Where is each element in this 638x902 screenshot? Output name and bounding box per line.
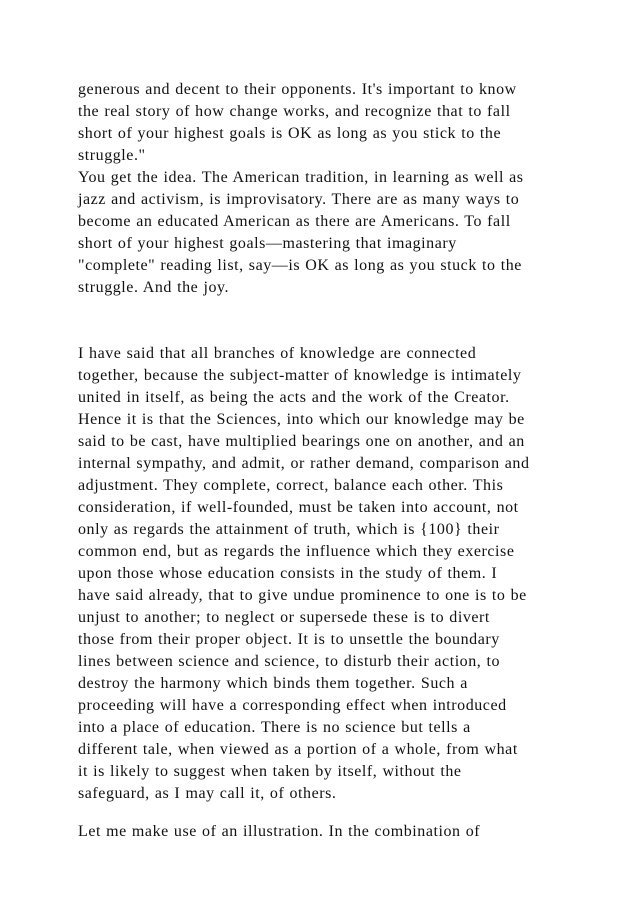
text-line: struggle." xyxy=(78,147,146,164)
text-line: unjust to another; to neglect or supersede these is to divert xyxy=(78,609,490,626)
text-line: Hence it is that the Sciences, into which our knowledge may be xyxy=(78,411,525,428)
text-line: the real story of how change works, and recognize that to fall xyxy=(78,103,511,120)
text-line: I have said that all branches of knowledge are connected xyxy=(78,345,477,362)
text-line: upon those whose education consists in the study of them. I xyxy=(78,565,498,582)
text-line: different tale, when viewed as a portion of a whole, from what xyxy=(78,741,518,758)
text-line: struggle. And the joy. xyxy=(78,279,230,296)
text-line: short of your highest goals is OK as long as you stick to the xyxy=(78,125,502,142)
text-line: short of your highest goals—mastering that imaginary xyxy=(78,235,457,252)
text-line: jazz and activism, is improvisatory. There are as many ways to xyxy=(78,191,520,208)
text-line: have said already, that to give undue prominence to one is to be xyxy=(78,587,527,604)
text-line: generous and decent to their opponents. It's important to know xyxy=(78,81,517,98)
text-line: into a place of education. There is no science but tells a xyxy=(78,719,471,736)
text-line: it is likely to suggest when taken by itself, without the xyxy=(78,763,462,780)
text-line: destroy the harmony which binds them together. Such a xyxy=(78,675,468,692)
text-line: Let me make use of an illustration. In the combination of xyxy=(78,823,481,840)
text-line: only as regards the attainment of truth, which is {100} their xyxy=(78,521,500,538)
text-line: internal sympathy, and admit, or rather demand, comparison and xyxy=(78,455,530,472)
text-line: together, because the subject-matter of knowledge is intimately xyxy=(78,367,522,384)
text-line: "complete" reading list, say—is OK as long as you stuck to the xyxy=(78,257,522,274)
text-line: adjustment. They complete, correct, balance each other. This xyxy=(78,477,504,494)
text-line: You get the idea. The American tradition, in learning as well as xyxy=(78,169,524,186)
text-line: said to be cast, have multiplied bearings one on another, and an xyxy=(78,433,525,450)
text-line: lines between science and science, to disturb their action, to xyxy=(78,653,501,670)
text-line: consideration, if well-founded, must be taken into account, not xyxy=(78,499,519,516)
text-line: united in itself, as being the acts and the work of the Creator. xyxy=(78,389,510,406)
text-line: proceeding will have a corresponding effect when introduced xyxy=(78,697,507,714)
text-line: those from their proper object. It is to unsettle the boundary xyxy=(78,631,500,648)
text-line: safeguard, as I may call it, of others. xyxy=(78,785,337,802)
text-line: become an educated American as there are Americans. To fall xyxy=(78,213,511,230)
text-line: common end, but as regards the influence which they exercise xyxy=(78,543,515,560)
